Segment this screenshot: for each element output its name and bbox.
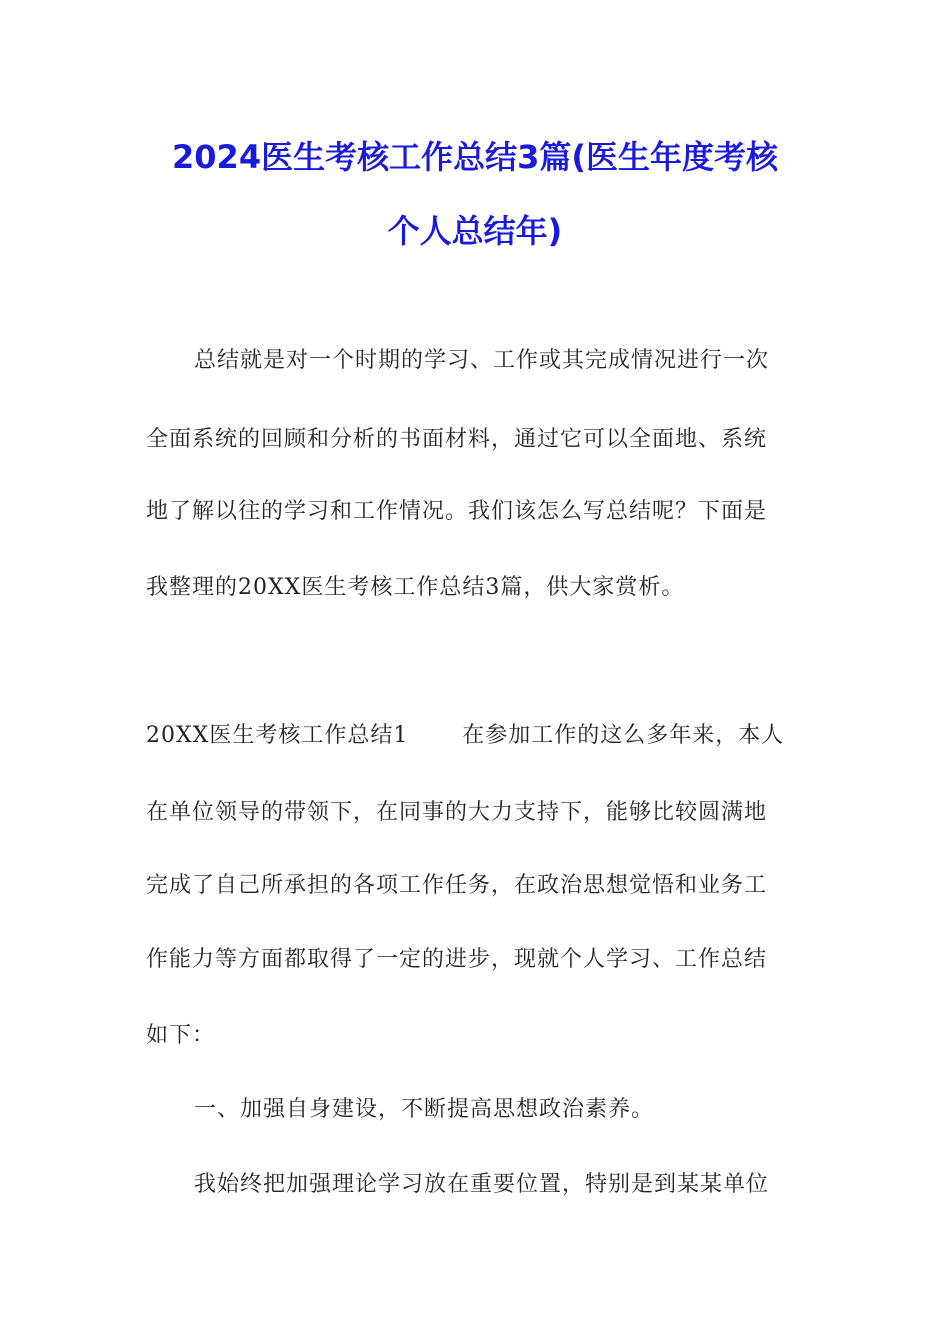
body-last-line: 我始终把加强理论学习放在重要位置，特别是到某某单位: [194, 1172, 770, 1197]
document-title-line-2: 个人总结年): [387, 212, 563, 250]
subheading-one: 一、加强自身建设，不断提高思想政治素养。: [194, 1097, 655, 1122]
intro-line-4: 我整理的20XX医生考核工作总结3篇，供大家赏析。: [146, 575, 685, 600]
intro-line-3: 地了解以往的学习和工作情况。我们该怎么写总结呢？下面是: [146, 499, 768, 524]
section-line-4: 作能力等方面都取得了一定的进步，现就个人学习、工作总结: [146, 947, 768, 972]
document-title-line-1: 2024医生考核工作总结3篇(医生年度考核: [172, 138, 778, 176]
intro-line-1: 总结就是对一个时期的学习、工作或其完成情况进行一次: [194, 348, 770, 373]
intro-line-2: 全面系统的回顾和分析的书面材料，通过它可以全面地、系统: [146, 427, 768, 452]
section-line-3: 完成了自己所承担的各项工作任务，在政治思想觉悟和业务工: [146, 873, 768, 898]
section-line-5: 如下：: [146, 1023, 216, 1048]
section-heading-line: 20XX医生考核工作总结1 在参加工作的这么多年来，本人: [146, 723, 785, 748]
section-line-2: 在单位领导的带领下，在同事的大力支持下，能够比较圆满地: [146, 800, 768, 825]
